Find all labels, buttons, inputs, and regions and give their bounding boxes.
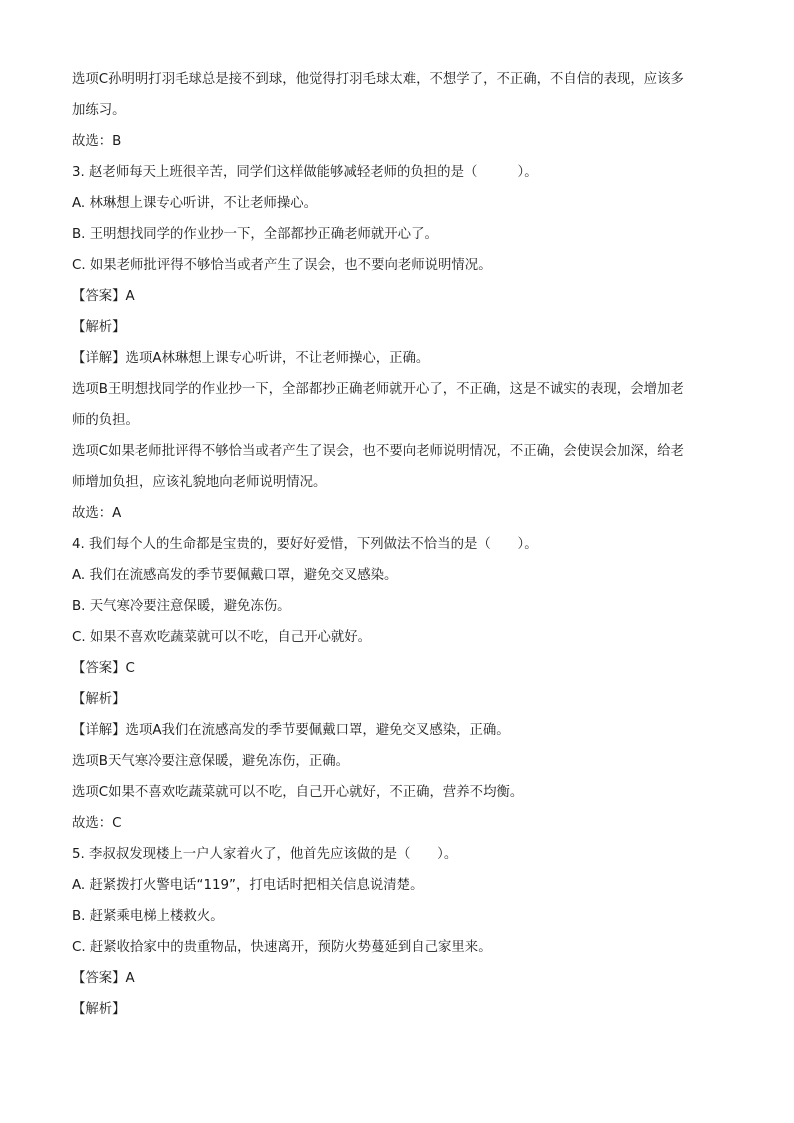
question-5-stem: 5. 李叔叔发现楼上一户人家着火了，他首先应该做的是（ ）。 xyxy=(72,847,458,862)
answer-label: 【答案】A xyxy=(72,289,135,304)
question-5-option-a: A. 赶紧拨打火警电话“119”，打电话时把相关信息说清楚。 xyxy=(72,878,424,893)
detail-explanation: 【详解】选项A林琳想上课专心听讲，不让老师操心，正确。 xyxy=(72,351,430,366)
answer-label: 【答案】C xyxy=(72,661,135,676)
question-4-option-c: C. 如果不喜欢吃蔬菜就可以不吃，自己开心就好。 xyxy=(72,630,372,645)
answer-choice-line: 故选：A xyxy=(72,506,122,521)
question-3-stem: 3. 赵老师每天上班很辛苦，同学们这样做能够减轻老师的负担的是（ ）。 xyxy=(72,165,538,180)
analysis-label: 【解析】 xyxy=(72,320,126,335)
question-5-option-b: B. 赶紧乘电梯上楼救火。 xyxy=(72,909,224,924)
text-line: 选项B天气寒冷要注意保暖，避免冻伤，正确。 xyxy=(72,754,349,769)
text-line: 师的负担。 xyxy=(72,413,139,428)
answer-choice-line: 故选：C xyxy=(72,816,122,831)
document-body xyxy=(72,64,722,1025)
detail-explanation: 【详解】选项A我们在流感高发的季节要佩戴口罩，避免交叉感染，正确。 xyxy=(72,723,510,738)
question-5-option-c: C. 赶紧收拾家中的贵重物品，快速离开，预防火势蔓延到自己家里来。 xyxy=(72,940,492,955)
question-3-option-a: A. 林琳想上课专心听讲，不让老师操心。 xyxy=(72,196,318,211)
text-line: 选项C孙明明打羽毛球总是接不到球，他觉得打羽毛球太难，不想学了，不正确，不自信的表现，应该多 xyxy=(72,72,684,87)
question-4-option-a: A. 我们在流感高发的季节要佩戴口罩，避免交叉感染。 xyxy=(72,568,398,583)
text-line: 选项C如果不喜欢吃蔬菜就可以不吃，自己开心就好，不正确，营养不均衡。 xyxy=(72,785,524,800)
answer-choice-line: 故选：B xyxy=(72,134,122,149)
question-4-stem: 4. 我们每个人的生命都是宝贵的，要好好爱惜，下列做法不恰当的是（ ）。 xyxy=(72,537,538,552)
analysis-label: 【解析】 xyxy=(72,692,126,707)
question-3-option-b: B. 王明想找同学的作业抄一下，全部都抄正确老师就开心了。 xyxy=(72,227,438,242)
text-line: 加练习。 xyxy=(72,103,126,118)
question-3-option-c: C. 如果老师批评得不够恰当或者产生了误会，也不要向老师说明情况。 xyxy=(72,258,492,273)
text-line: 选项B王明想找同学的作业抄一下，全部都抄正确老师就开心了，不正确，这是不诚实的表现，会增加老 xyxy=(72,382,684,397)
text-line: 师增加负担，应该礼貌地向老师说明情况。 xyxy=(72,475,327,490)
question-4-option-b: B. 天气寒冷要注意保暖，避免冻伤。 xyxy=(72,599,291,614)
text-line: 选项C如果老师批评得不够恰当或者产生了误会，也不要向老师说明情况，不正确，会使误会加深，给老 xyxy=(72,444,684,459)
analysis-label: 【解析】 xyxy=(72,1002,126,1017)
answer-label: 【答案】A xyxy=(72,971,135,986)
